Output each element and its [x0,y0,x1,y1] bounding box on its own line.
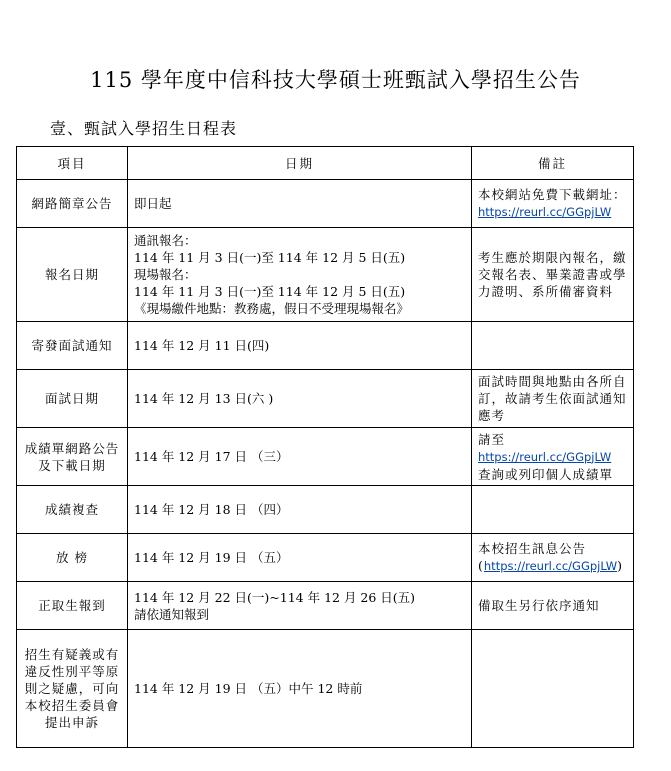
date-line: 《現場繳件地點：教務處，假日不受理現場報名》 [134,301,410,316]
header-item: 項目 [17,147,128,180]
row-remark [472,180,634,228]
row-date: 114 年 12 月 17 日 （三） [128,428,472,486]
table-header-row [17,147,634,180]
row-date: 114 年 12 月 19 日 （五）中午 12 時前 [128,630,472,748]
row-remark [472,630,634,748]
row-item: 成績複查 [17,486,128,534]
table-row [17,630,634,748]
remark-text: 請至 [478,431,506,447]
table-row [17,534,634,582]
table-row [17,486,634,534]
table-row [17,228,634,322]
table-row [17,322,634,370]
brochure-link[interactable]: https://reurl.cc/GGpjLW [478,205,612,219]
header-remark: 備註 [472,147,634,180]
row-date: 114 年 12 月 13 日(六 ) [128,370,472,428]
table-row [17,428,634,486]
document-title: 115 學年度中信科技大學碩士班甄試入學招生公告 [90,68,581,92]
row-item: 招生有疑義或有違反性別平等原則之疑慮，可向本校招生委員會提出申訴 [17,630,128,748]
schedule-table [16,146,634,748]
row-date [128,228,472,322]
row-remark: 面試時間與地點由各所自訂，故請考生依面試通知應考 [472,370,634,428]
row-item: 正取生報到 [17,582,128,630]
remark-text: 本校網站免費下載網址： [478,187,627,202]
announcement-link[interactable]: https://reurl.cc/GGpjLW [483,559,618,573]
date-line: 通訊報名： [134,233,197,248]
row-item: 寄發面試通知 [17,322,128,370]
section-heading: 壹、甄試入學招生日程表 [50,119,238,138]
row-item: 報名日期 [17,228,128,322]
date-line: 現場報名： [134,267,197,282]
row-remark [472,486,634,534]
row-remark [472,428,634,486]
row-remark [472,534,634,582]
row-date: 114 年 12 月 11 日(四) [128,322,472,370]
table-row [17,370,634,428]
row-item: 面試日期 [17,370,128,428]
remark-text: ) [617,558,623,573]
date-line: 請依通知報到 [134,606,210,622]
table-row [17,582,634,630]
table-row [17,180,634,228]
header-date: 日期 [128,147,472,180]
row-date: 即日起 [128,180,472,228]
row-remark: 考生應於期限內報名，繳交報名表、畢業證書或學力證明、系所備審資料 [472,228,634,322]
row-remark: 備取生另行依序通知 [472,582,634,630]
date-line: 114 年 12 月 22 日(一)~114 年 12 月 26 日(五) [134,589,416,605]
date-line: 114 年 11 月 3 日(一)至 114 年 12 月 5 日(五) [134,250,406,265]
row-date: 114 年 12 月 19 日 （五） [128,534,472,582]
score-link[interactable]: https://reurl.cc/GGpjLW [478,449,612,464]
row-date: 114 年 12 月 18 日 （四） [128,486,472,534]
row-remark [472,322,634,370]
row-item: 網路簡章公告 [17,180,128,228]
remark-text: 查詢或列印個人成績單 [478,466,614,482]
row-date [128,582,472,630]
row-item: 成績單網路公告及下載日期 [17,428,128,486]
row-item: 放 榜 [17,534,128,582]
remark-text: 本校招生訊息公告( [478,541,587,573]
date-line: 114 年 11 月 3 日(一)至 114 年 12 月 5 日(五) [134,284,406,299]
